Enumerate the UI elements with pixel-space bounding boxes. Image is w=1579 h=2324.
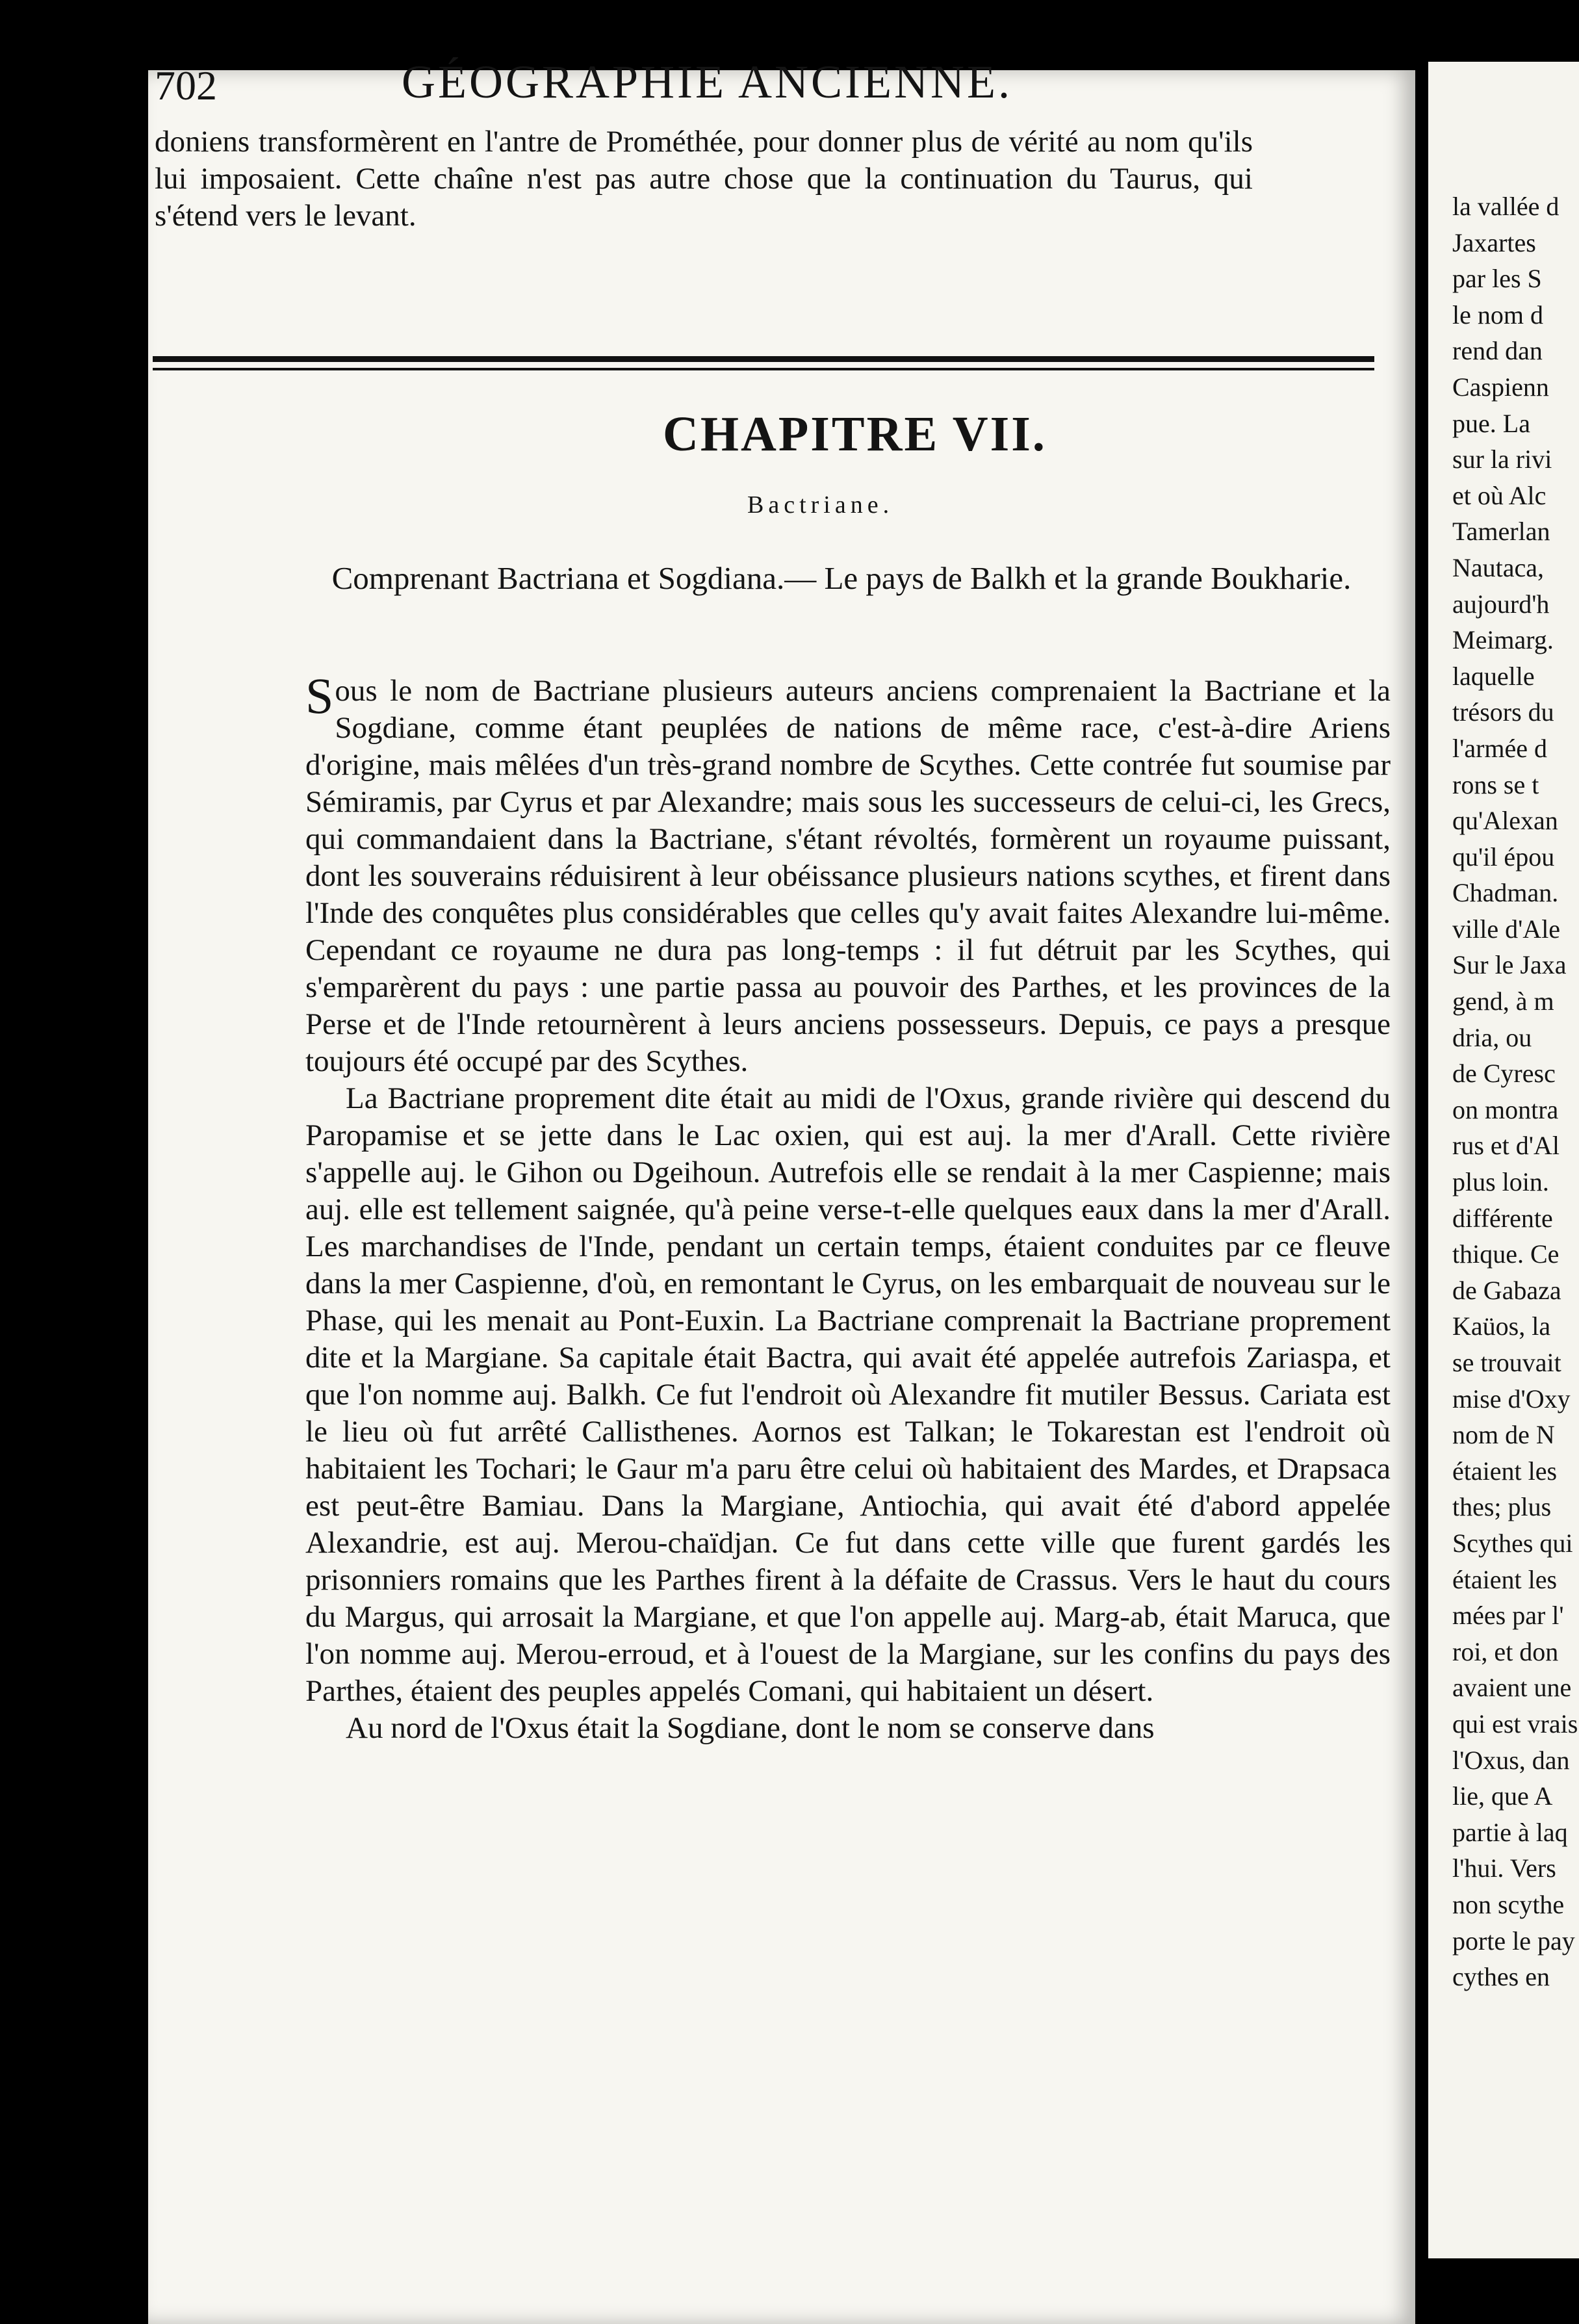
facing-page-line: l'hui. Vers bbox=[1452, 1853, 1556, 1883]
section-title: Bactriane. bbox=[747, 491, 894, 519]
facing-page-line: non scythe bbox=[1452, 1889, 1565, 1919]
facing-page-line: de Cyresc bbox=[1452, 1059, 1556, 1089]
facing-page-line: qui est vrais bbox=[1452, 1709, 1578, 1738]
facing-page-line: Caspienn bbox=[1452, 372, 1549, 402]
paragraph-2: La Bactriane proprement dite était au midi de l'Oxus, grande rivière qui descend du Paropamise et se jette dans le Lac oxien, qui est auj. la mer d'Arall. Cette rivière s'appelle auj. le Gihon ou Dgeihoun. Autrefois elle se rendait à la mer Caspienne; mais auj. elle est tellement saignée, qu'à peine verse-t-elle quelques eaux dans la mer d'Arall. Les marchandises de l'Inde, pendant un certain temps, étaient conduites par ce fleuve dans la mer Caspienne, d'où, en remontant le Cyrus, on les embarquait de nouveau sur le Phase, qui les menait au Pont-Euxin. La Bactriane comprenait la Bactriane proprement dite et la Margiane. Sa capitale était Bactra, qui avait été appelée autrefois Zariaspa, et que l'on nomme auj. Balkh. Ce fut l'endroit où Alexandre fit mutiler Bessus. Cariata est le lieu où fut arrêté Callisthenes. Aornos est Talkan; le Tokarestan est l'endroit où habitaient les Tochari; le Gaur m'a paru être celui où habitaient des Mardes, et Drapsaca est peut-être Bamiau. Dans la Margiane, Antiochia, qui avait été d'abord appelée Alexandrie, est auj. Merou-chaïdjan. Ce fut dans cette ville que furent gardés les prisonniers romains que les Parthes firent à la défaite de Crassus. Vers le haut du cours du Margus, qui arrosait la Margiane, et que l'on appelle auj. Marg-ab, était Maruca, que l'on nomme auj. Merou-erroud, et à l'ouest de la Margiane, sur les confins du pays des Parthes, étaient des peuples appelés Comani, qui habitaient un désert. bbox=[305, 1081, 1391, 1708]
facing-page-line: rus et d'Al bbox=[1452, 1131, 1560, 1161]
facing-page-line: l'armée d bbox=[1452, 733, 1548, 763]
facing-page-line: aujourd'h bbox=[1452, 589, 1550, 619]
top-paragraph-text: doniens transformèrent en l'antre de Prométhée, pour donner plus de vérité au nom qu'ils lui imposaient. Cette chaîne n'est pas autre chose que la continuation du Taurus, qui s'étend vers le levant. bbox=[155, 125, 1253, 233]
facing-page-line: gend, à m bbox=[1452, 987, 1554, 1016]
running-title: GÉOGRAPHIE ANCIENNE. bbox=[402, 56, 1012, 108]
facing-page-line: thique. Ce bbox=[1452, 1239, 1560, 1269]
facing-page-line: Tamerlan bbox=[1452, 517, 1550, 547]
facing-page-line: ville d'Ale bbox=[1452, 914, 1561, 944]
facing-page-line: l'Oxus, dan bbox=[1452, 1745, 1570, 1775]
facing-page-line: nom de N bbox=[1452, 1420, 1555, 1450]
page-number: 702 bbox=[155, 62, 217, 109]
divider-thin bbox=[153, 368, 1374, 370]
paragraph-3: Au nord de l'Oxus était la Sogdiane, dont le nom se conserve dans bbox=[346, 1711, 1155, 1745]
facing-page-line: et où Alc bbox=[1452, 480, 1547, 510]
paragraph-1-text: ous le nom de Bactriane plusieurs auteurs anciens comprenaient la Bactriane et la Sogdiane, comme étant peuplées de nations de même race, c'est-à-dire Ariens d'origine, mais mêlées d'un très-grand nombre de Scythes. Cette contrée fut soumise par Sémiramis, par Cyrus et par Alexandre; mais sous les successeurs de celui-ci, les Grecs, qui commandaient dans la Bactriane, s'étant révoltés, formèrent un royaume puissant, dont les souverains réduisirent à leur obéissance plusieurs nations scythes, et firent dans l'Inde des conquêtes plus considérables que celles qu'y avait faites Alexandre lui-même. Cependant ce royaume ne dura pas long-temps : il fut détruit par les Scythes, qui s'emparèrent du pays : une partie passa au pouvoir des Parthes, et les provinces de la Perse et de l'Inde retournèrent à leurs anciens possesseurs. Depuis, ce pays a presque toujours été occupé par des Scythes. bbox=[305, 674, 1391, 1078]
facing-page-line: qu'Alexan bbox=[1452, 806, 1558, 836]
facing-page-line: Chadman. bbox=[1452, 878, 1559, 908]
facing-page-line: plus loin. bbox=[1452, 1167, 1549, 1197]
facing-page-line: rons se t bbox=[1452, 769, 1539, 799]
facing-page-line: différente bbox=[1452, 1203, 1553, 1233]
facing-page-line: Sur le Jaxa bbox=[1452, 950, 1567, 980]
facing-page-line: Meimarg. bbox=[1452, 625, 1554, 655]
facing-page-line: sur la rivi bbox=[1452, 445, 1552, 474]
facing-page-line: pue. La bbox=[1452, 408, 1530, 438]
facing-page-line: Jaxartes bbox=[1452, 227, 1536, 257]
facing-page-line: se trouvait bbox=[1452, 1348, 1561, 1377]
paragraph-1 bbox=[305, 667, 1391, 1080]
facing-page-line: cythes en bbox=[1452, 1962, 1550, 1992]
top-paragraph bbox=[155, 123, 1253, 235]
facing-page-line: porte le pay bbox=[1452, 1926, 1575, 1956]
drop-cap: S bbox=[305, 667, 334, 724]
chapter-subtitle: Comprenant Bactriana et Sogdiana.— Le pays de Balkh et la grande Boukharie. bbox=[331, 560, 1352, 596]
chapter-body bbox=[305, 667, 1391, 1747]
facing-page-line: trésors du bbox=[1452, 697, 1554, 727]
facing-page-line: mées par l' bbox=[1452, 1601, 1564, 1631]
facing-page-line: mise d'Oxy bbox=[1452, 1384, 1571, 1414]
facing-page-line: la vallée d bbox=[1452, 192, 1560, 221]
facing-page-line: laquelle bbox=[1452, 661, 1535, 691]
facing-page-line: avaient une bbox=[1452, 1673, 1572, 1703]
facing-page-line: par les S bbox=[1452, 264, 1542, 294]
facing-page-line: thes; plus bbox=[1452, 1492, 1552, 1522]
facing-page-line: de Gabaza bbox=[1452, 1275, 1561, 1305]
facing-page-line: rend dan bbox=[1452, 336, 1543, 366]
chapter-title: CHAPITRE VII. bbox=[663, 407, 1047, 461]
facing-page-column bbox=[1452, 188, 1578, 1995]
facing-page-line: Kaüos, la bbox=[1452, 1311, 1551, 1341]
facing-page-line: lie, que A bbox=[1452, 1781, 1553, 1811]
facing-page-line: étaient les bbox=[1452, 1564, 1558, 1594]
facing-page-line: Nautaca, bbox=[1452, 552, 1545, 582]
facing-page-line: roi, et don bbox=[1452, 1636, 1559, 1666]
divider-thick bbox=[153, 356, 1374, 362]
running-head bbox=[155, 55, 1240, 114]
facing-page-line: on montra bbox=[1452, 1094, 1559, 1124]
facing-page-line: qu'il épou bbox=[1452, 842, 1555, 872]
facing-page-line: le nom d bbox=[1452, 300, 1543, 329]
facing-page-line: partie à laq bbox=[1452, 1817, 1568, 1847]
facing-page-line: étaient les bbox=[1452, 1456, 1558, 1486]
facing-page-line: dria, ou bbox=[1452, 1022, 1532, 1052]
facing-page-line: Scythes qui bbox=[1452, 1528, 1573, 1558]
